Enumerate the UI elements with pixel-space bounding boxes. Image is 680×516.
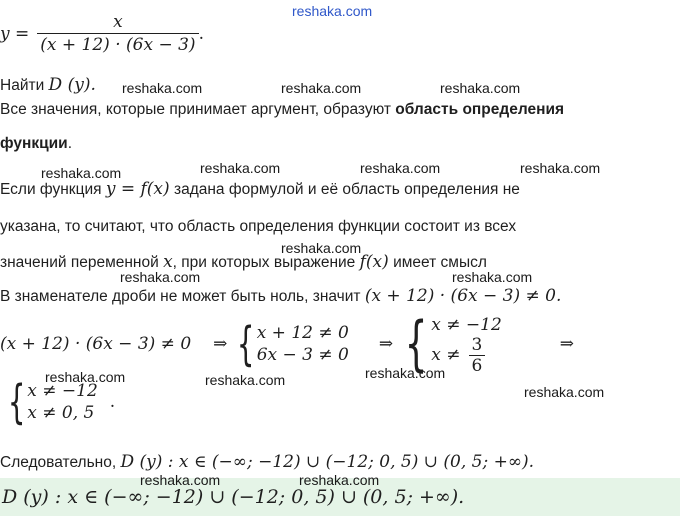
system-1-rows <box>257 322 349 366</box>
definition-line-2 <box>0 135 72 153</box>
formula-end: . <box>198 23 204 44</box>
rule-line3-expr: f(x) <box>359 252 389 272</box>
formula-fraction <box>37 12 198 55</box>
system-1 <box>231 317 349 371</box>
watermark: reshaka.com <box>520 160 601 176</box>
formula-lhs: y = <box>0 23 30 44</box>
rule-line3-a: значений переменной <box>0 254 159 271</box>
task-label: Найти <box>0 77 45 94</box>
watermark: reshaka.com <box>440 80 521 96</box>
rule-line3-var: x <box>163 252 173 272</box>
system-2-row-2 <box>431 336 502 375</box>
definition-end: . <box>67 135 72 152</box>
watermark: reshaka.com <box>120 269 201 285</box>
formula-denominator: (x + 12) · (6x − 3) <box>37 33 198 55</box>
rule-line3-c: имеет смысл <box>393 254 487 271</box>
system-3-row-2: x ≠ 0, 5 <box>27 403 95 423</box>
watermark: reshaka.com <box>299 472 380 488</box>
function-formula <box>0 12 204 55</box>
system-1-row-1: x + 12 ≠ 0 <box>256 323 349 343</box>
rule-line1-a: Если функция <box>0 181 102 198</box>
rule-line3-b: , при которых выражение <box>172 254 356 271</box>
system-3-rows <box>27 380 98 424</box>
system-2-numerator: 3 <box>471 334 483 355</box>
denominator-note-text: В знаменателе дроби не может быть ноль, значит <box>0 288 361 305</box>
derivation-start: (x + 12) · (6x − 3) ≠ 0 <box>0 334 192 354</box>
brace-icon: { <box>7 375 26 429</box>
denominator-note-expr: (x + 12) · (6x − 3) ≠ 0. <box>364 286 562 306</box>
answer-expr: D (y) : x ∈ (−∞; −12) ∪ (−12; 0, 5) ∪ (0, 5; +∞). <box>2 486 465 508</box>
rule-line-1 <box>0 180 520 199</box>
watermark: reshaka.com <box>205 372 286 388</box>
definition-term-part-1: область определения <box>395 101 565 118</box>
watermark: reshaka.com <box>41 165 122 181</box>
watermark: reshaka.com <box>200 160 281 176</box>
system-3-end: . <box>109 392 116 412</box>
watermark: reshaka.com <box>452 269 533 285</box>
watermark: reshaka.com <box>45 369 126 385</box>
system-2-fraction <box>469 336 486 375</box>
system-3-row-1: x ≠ −12 <box>27 381 98 401</box>
system-2-denominator: 6 <box>469 355 486 375</box>
rule-line-3 <box>0 253 487 272</box>
watermark: reshaka.com <box>140 472 221 488</box>
system-2-rows <box>431 314 502 375</box>
task-line <box>0 76 96 95</box>
brace-icon: { <box>237 317 255 371</box>
conclusion-label: Следовательно, <box>0 454 117 471</box>
definition-line-1 <box>0 101 564 119</box>
definition-term-part-2: функции <box>0 135 68 152</box>
watermark: reshaka.com <box>524 384 605 400</box>
conclusion-expr: D (y) : x ∈ (−∞; −12) ∪ (−12; 0, 5) ∪ (0, 5; +∞). <box>120 452 535 472</box>
formula-numerator: x <box>113 12 123 32</box>
watermark: reshaka.com <box>281 240 362 256</box>
system-1-row-2: 6x − 3 ≠ 0 <box>256 345 349 365</box>
conclusion-line <box>0 453 534 472</box>
watermark-top[interactable]: reshaka.com <box>292 3 373 19</box>
watermark: reshaka.com <box>281 80 362 96</box>
watermark: reshaka.com <box>122 80 203 96</box>
rule-line1-b: задана формулой и её область определения не <box>173 181 520 198</box>
watermark: reshaka.com <box>365 365 446 381</box>
rule-line1-expr: y = f(x) <box>105 179 170 199</box>
implies-arrow-1: ⇒ <box>213 334 228 354</box>
definition-text: Все значения, которые принимает аргумент, образуют <box>0 101 391 118</box>
brace-icon: { <box>404 309 428 379</box>
system-2-row-1: x ≠ −12 <box>431 314 502 335</box>
denominator-note <box>0 287 561 306</box>
implies-arrow-2: ⇒ <box>378 334 394 354</box>
system-2-row-2-lhs: x ≠ <box>431 345 461 365</box>
rule-line-2: указана, то считают, что область определения функции состоит из всех <box>0 218 517 235</box>
implies-arrow-3: ⇒ <box>559 334 575 354</box>
task-expr: D (y). <box>48 75 96 95</box>
watermark: reshaka.com <box>360 160 441 176</box>
